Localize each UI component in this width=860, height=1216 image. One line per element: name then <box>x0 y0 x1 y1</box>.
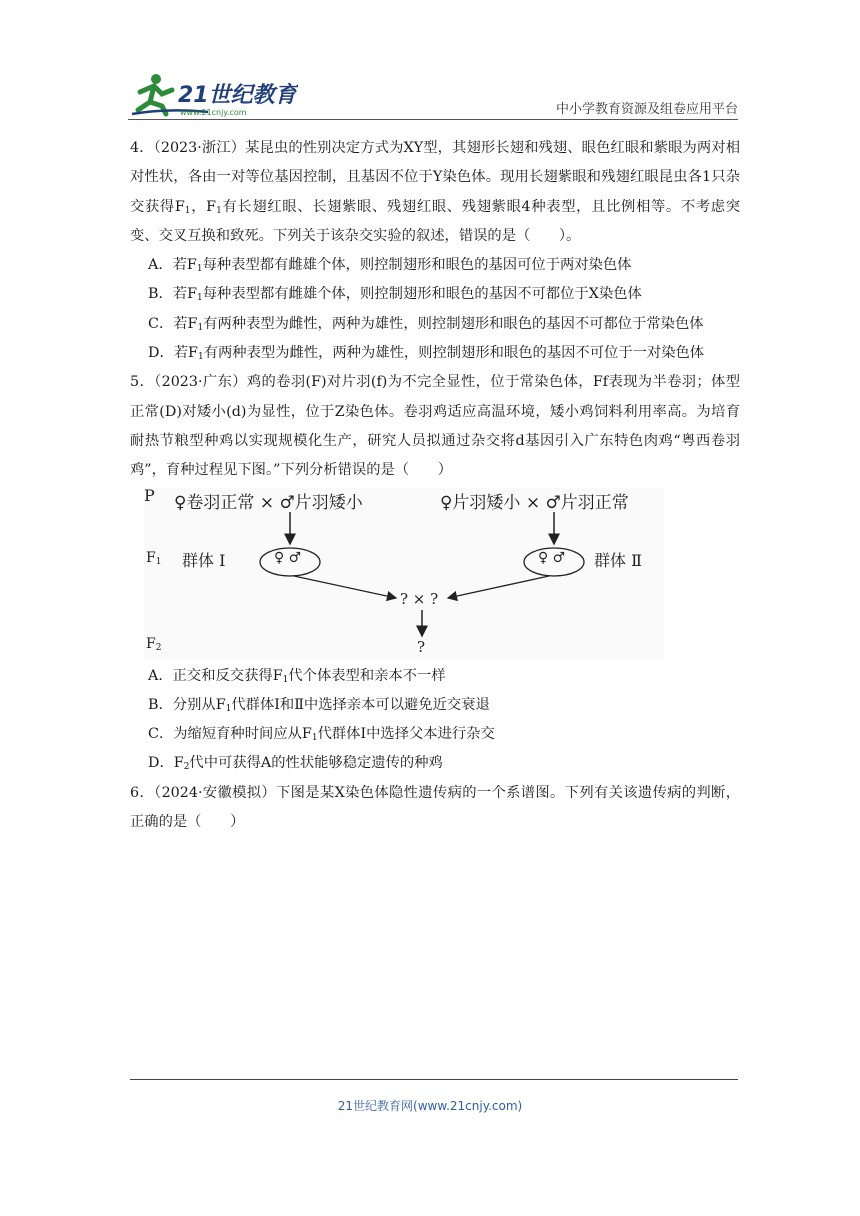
question-5-option-d[interactable]: D．$F_2$代中可获得A的性状能够稳定遗传的种鸡 <box>148 755 443 773</box>
question-5-stem: 5．（2023·广东）鸡的卷羽(F)对片羽(f)为不完全显性，位于常染色体，Ff表现为半卷羽；体型正常(D)对矮小(d)为显性，位于Z染色体。卷羽鸡适应高温环境，矮小鸡饲料利用率高。为培育耐热节粮型种鸡以实现规模化生产，研究人员拟通过杂交将d基因引入广东特色肉鸡“粤西卷羽鸡”，育种过程见下图。”下列分析错误的是（ ） <box>130 374 740 479</box>
question-4-option-d[interactable]: D．若$F_1$有两种表型为雌性，两种为雄性，则控制翅形和眼色的基因不可位于一对染色体 <box>148 345 705 363</box>
breeding-diagram <box>144 485 664 660</box>
breeding-arrows <box>144 485 664 660</box>
question-6-stem: 6．（2024·安徽模拟）下图是某X染色体隐性遗传病的一个系谱图。下列有关该遗传病的判断，正确的是（ ） <box>130 784 740 831</box>
footer-divider <box>130 1079 738 1080</box>
logo-text: 21世纪教育 <box>178 83 297 108</box>
platform-title: 中小学教育资源及组卷应用平台 <box>555 102 738 117</box>
question-content <box>130 134 740 837</box>
cross-right: ♀片羽矮小 × ♂片羽正常 <box>440 492 629 513</box>
parent-generation-label: P <box>144 485 155 505</box>
group-2-sexes: ♀ ♂ <box>538 549 566 566</box>
group-2-label: 群体 Ⅱ <box>594 550 642 570</box>
question-5-option-a[interactable]: A．正交和反交获得$F_1$代个体表型和亲本不一样 <box>148 667 446 685</box>
f2-result: ? <box>417 637 426 656</box>
question-5-option-c[interactable]: C．为缩短育种时间应从$F_1$代群体Ⅰ中选择父本进行杂交 <box>148 726 495 744</box>
footer-link[interactable]: 21世纪教育网(www.21cnjy.com) <box>337 1099 523 1113</box>
f1-label: $F_1$ <box>146 549 162 567</box>
f2-label: $F_2$ <box>146 635 162 653</box>
question-4-option-c[interactable]: C．若$F_1$有两种表型为雌性，两种为雄性，则控制翅形和眼色的基因不可都位于常染色体 <box>148 315 704 333</box>
question-5-option-b[interactable]: B．分别从$F_1$代群体Ⅰ和Ⅱ中选择亲本可以避免近交衰退 <box>148 696 490 714</box>
site-logo[interactable] <box>128 70 298 118</box>
runner-logo-icon <box>128 70 298 118</box>
question-4-option-b[interactable]: B．若$F_1$每种表型都有雌雄个体，则控制翅形和眼色的基因不可都位于X染色体 <box>148 286 642 304</box>
cross-left: ♀卷羽正常 × ♂片羽矮小 <box>174 492 363 513</box>
f1-cross: ? × ? <box>400 589 439 608</box>
group-1-label: 群体 Ⅰ <box>182 550 226 570</box>
question-4-option-a[interactable]: A．若$F_1$每种表型都有雌雄个体，则控制翅形和眼色的基因可位于两对染色体 <box>148 257 632 275</box>
logo-url: www.21cnjy.com <box>180 108 247 117</box>
header-divider <box>128 119 738 120</box>
group-1-sexes: ♀ ♂ <box>274 549 302 566</box>
page-header <box>128 66 738 120</box>
question-4-stem: 4．（2023·浙江）某昆虫的性别决定方式为XY型，其翅形长翅和残翅、眼色红眼和紫眼为两对相对性状，各由一对等位基因控制，且基因不位于Y染色体。现用长翅紫眼和残翅红眼昆虫各1只杂交获得$F_1$，$F_1$有长翅红眼、长翅紫眼、残翅红眼、残翅紫眼4种表型，且比例相等。不考虑突变、交叉互换和致死。下列关于该杂交实验的叙述，错误的是（ ）。 <box>130 140 741 244</box>
